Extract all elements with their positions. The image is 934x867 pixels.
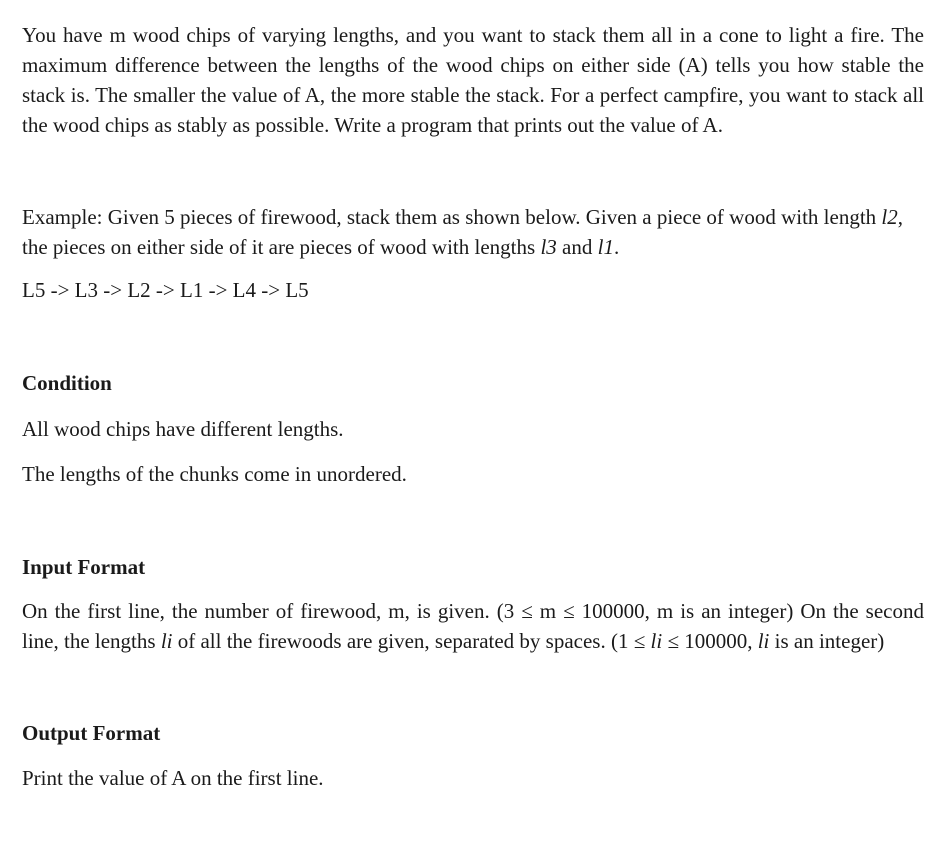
math-var-l3: l3	[540, 235, 557, 259]
condition-heading: Condition	[22, 371, 112, 395]
math-var-l2: l2	[881, 205, 898, 229]
math-var-l1: l1	[597, 235, 614, 259]
example-text-b: , the pieces on either side of it are pieces of wood with lengths	[22, 205, 904, 259]
output-format-paragraph: Print the value of A on the first line.	[22, 766, 324, 790]
input-format-paragraph	[22, 596, 924, 656]
example-text-a: Example: Given 5 pieces of firewood, stack them as shown below. Given a piece of wood with length	[22, 205, 882, 229]
input-text-c: ≤ 100000,	[662, 629, 758, 653]
problem-statement	[22, 20, 924, 793]
condition-item: The lengths of the chunks come in unordered.	[22, 462, 407, 486]
example-sequence: L5 -> L3 -> L2 -> L1 -> L4 -> L5	[22, 278, 309, 302]
input-format-heading: Input Format	[22, 555, 146, 579]
example-text-c: and	[556, 235, 598, 259]
example-paragraph	[22, 202, 924, 262]
math-var-li: li	[160, 629, 173, 653]
condition-item: All wood chips have different lengths.	[22, 417, 344, 441]
math-var-li: li	[757, 629, 770, 653]
input-text-d: is an integer)	[769, 629, 885, 653]
input-text-a: On the first line, the number of firewood, m, is given. (3 ≤ m ≤ 100000, m is an integer) On the second line, the lengths	[22, 599, 924, 653]
intro-paragraph: You have m wood chips of varying lengths, and you want to stack them all in a cone to light a fire. The maximum difference between the lengths of the wood chips on either side (A) tells you how stable the stack is. The smaller the value of A, the more stable the stack. For a perfect campfire, you want to stack all the wood chips as stably as possible. Write a program that prints out the value of A.	[22, 23, 924, 137]
input-text-b: of all the firewoods are given, separated by spaces. (1 ≤	[172, 629, 651, 653]
output-format-heading: Output Format	[22, 721, 161, 745]
example-text-d: .	[613, 235, 620, 259]
math-var-li: li	[650, 629, 663, 653]
